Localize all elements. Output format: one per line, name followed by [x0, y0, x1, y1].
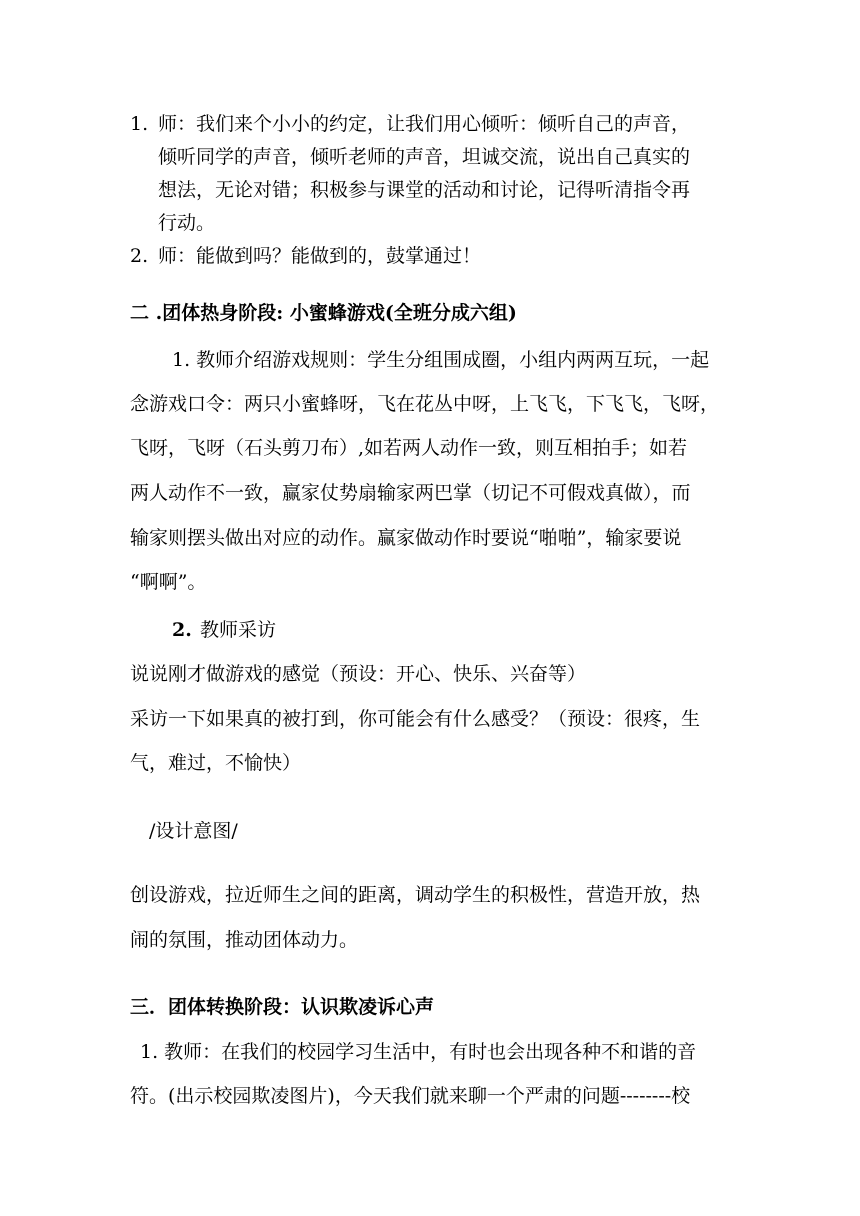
section2-p1-line1: 1. 教师介绍游戏规则：学生分组围成圈，小组内两两互玩，一起 — [172, 349, 710, 371]
section2-p3: 说说刚才做游戏的感觉（预设：开心、快乐、兴奋等） — [130, 663, 587, 685]
intro-item1-line2: 倾听同学的声音，倾听老师的声音，坦诚交流，说出自己真实的 — [158, 146, 691, 168]
section2-p2: 2. 教师采访 — [172, 619, 277, 641]
intro-item2: 2. 师：能做到吗？能做到的，鼓掌通过！ — [130, 245, 482, 267]
section2-p4-line2: 气，难过，不愉快） — [130, 752, 302, 774]
section2-p2-number: 2. — [172, 619, 192, 641]
section3-p1-line2: 符。(出示校园欺凌图片)，今天我们就来聊一个严肃的问题--------校 — [130, 1085, 691, 1107]
section2-p1-line5: 输家则摆头做出对应的动作。赢家做动作时要说“啪啪”，输家要说 — [130, 527, 682, 549]
section2-heading: 二 .团体热身阶段: 小蜜蜂游戏(全班分成六组) — [130, 302, 517, 324]
section2-p4-line1: 采访一下如果真的被打到，你可能会有什么感受？（预设：很疼，生 — [130, 708, 701, 730]
section2-p1-line6: “啊啊”。 — [130, 571, 207, 593]
section3-p1-line1: 1. 教师：在我们的校园学习生活中，有时也会出现各种不和谐的音 — [140, 1041, 697, 1063]
design-intent-line1: 创设游戏，拉近师生之间的距离，调动学生的积极性，营造开放，热 — [130, 884, 701, 906]
section3-heading: 三．团体转换阶段：认识欺凌诉心声 — [130, 996, 435, 1018]
section2-p1-line2: 念游戏口令：两只小蜜蜂呀，飞在花丛中呀，上飞飞，下飞飞，飞呀， — [130, 393, 720, 415]
intro-item1-line1: 1. 师：我们来个小小的约定，让我们用心倾听：倾听自己的声音， — [130, 113, 691, 135]
design-intent-label: /设计意图/ — [149, 820, 238, 842]
section2-p1-line4: 两人动作不一致，赢家仗势扇输家两巴掌（切记不可假戏真做），而 — [130, 482, 691, 504]
design-intent-line2: 闹的氛围，推动团体动力。 — [130, 929, 359, 951]
intro-item1-line4: 行动。 — [158, 212, 216, 234]
intro-item1-number: 1. — [130, 113, 149, 135]
section2-p1-line3: 飞呀，飞呀（石头剪刀布）,如若两人动作一致，则互相拍手；如若 — [130, 437, 688, 459]
intro-item2-number: 2. — [130, 245, 149, 267]
intro-item1-line3: 想法，无论对错；积极参与课堂的活动和讨论，记得听清指令再 — [158, 179, 691, 201]
